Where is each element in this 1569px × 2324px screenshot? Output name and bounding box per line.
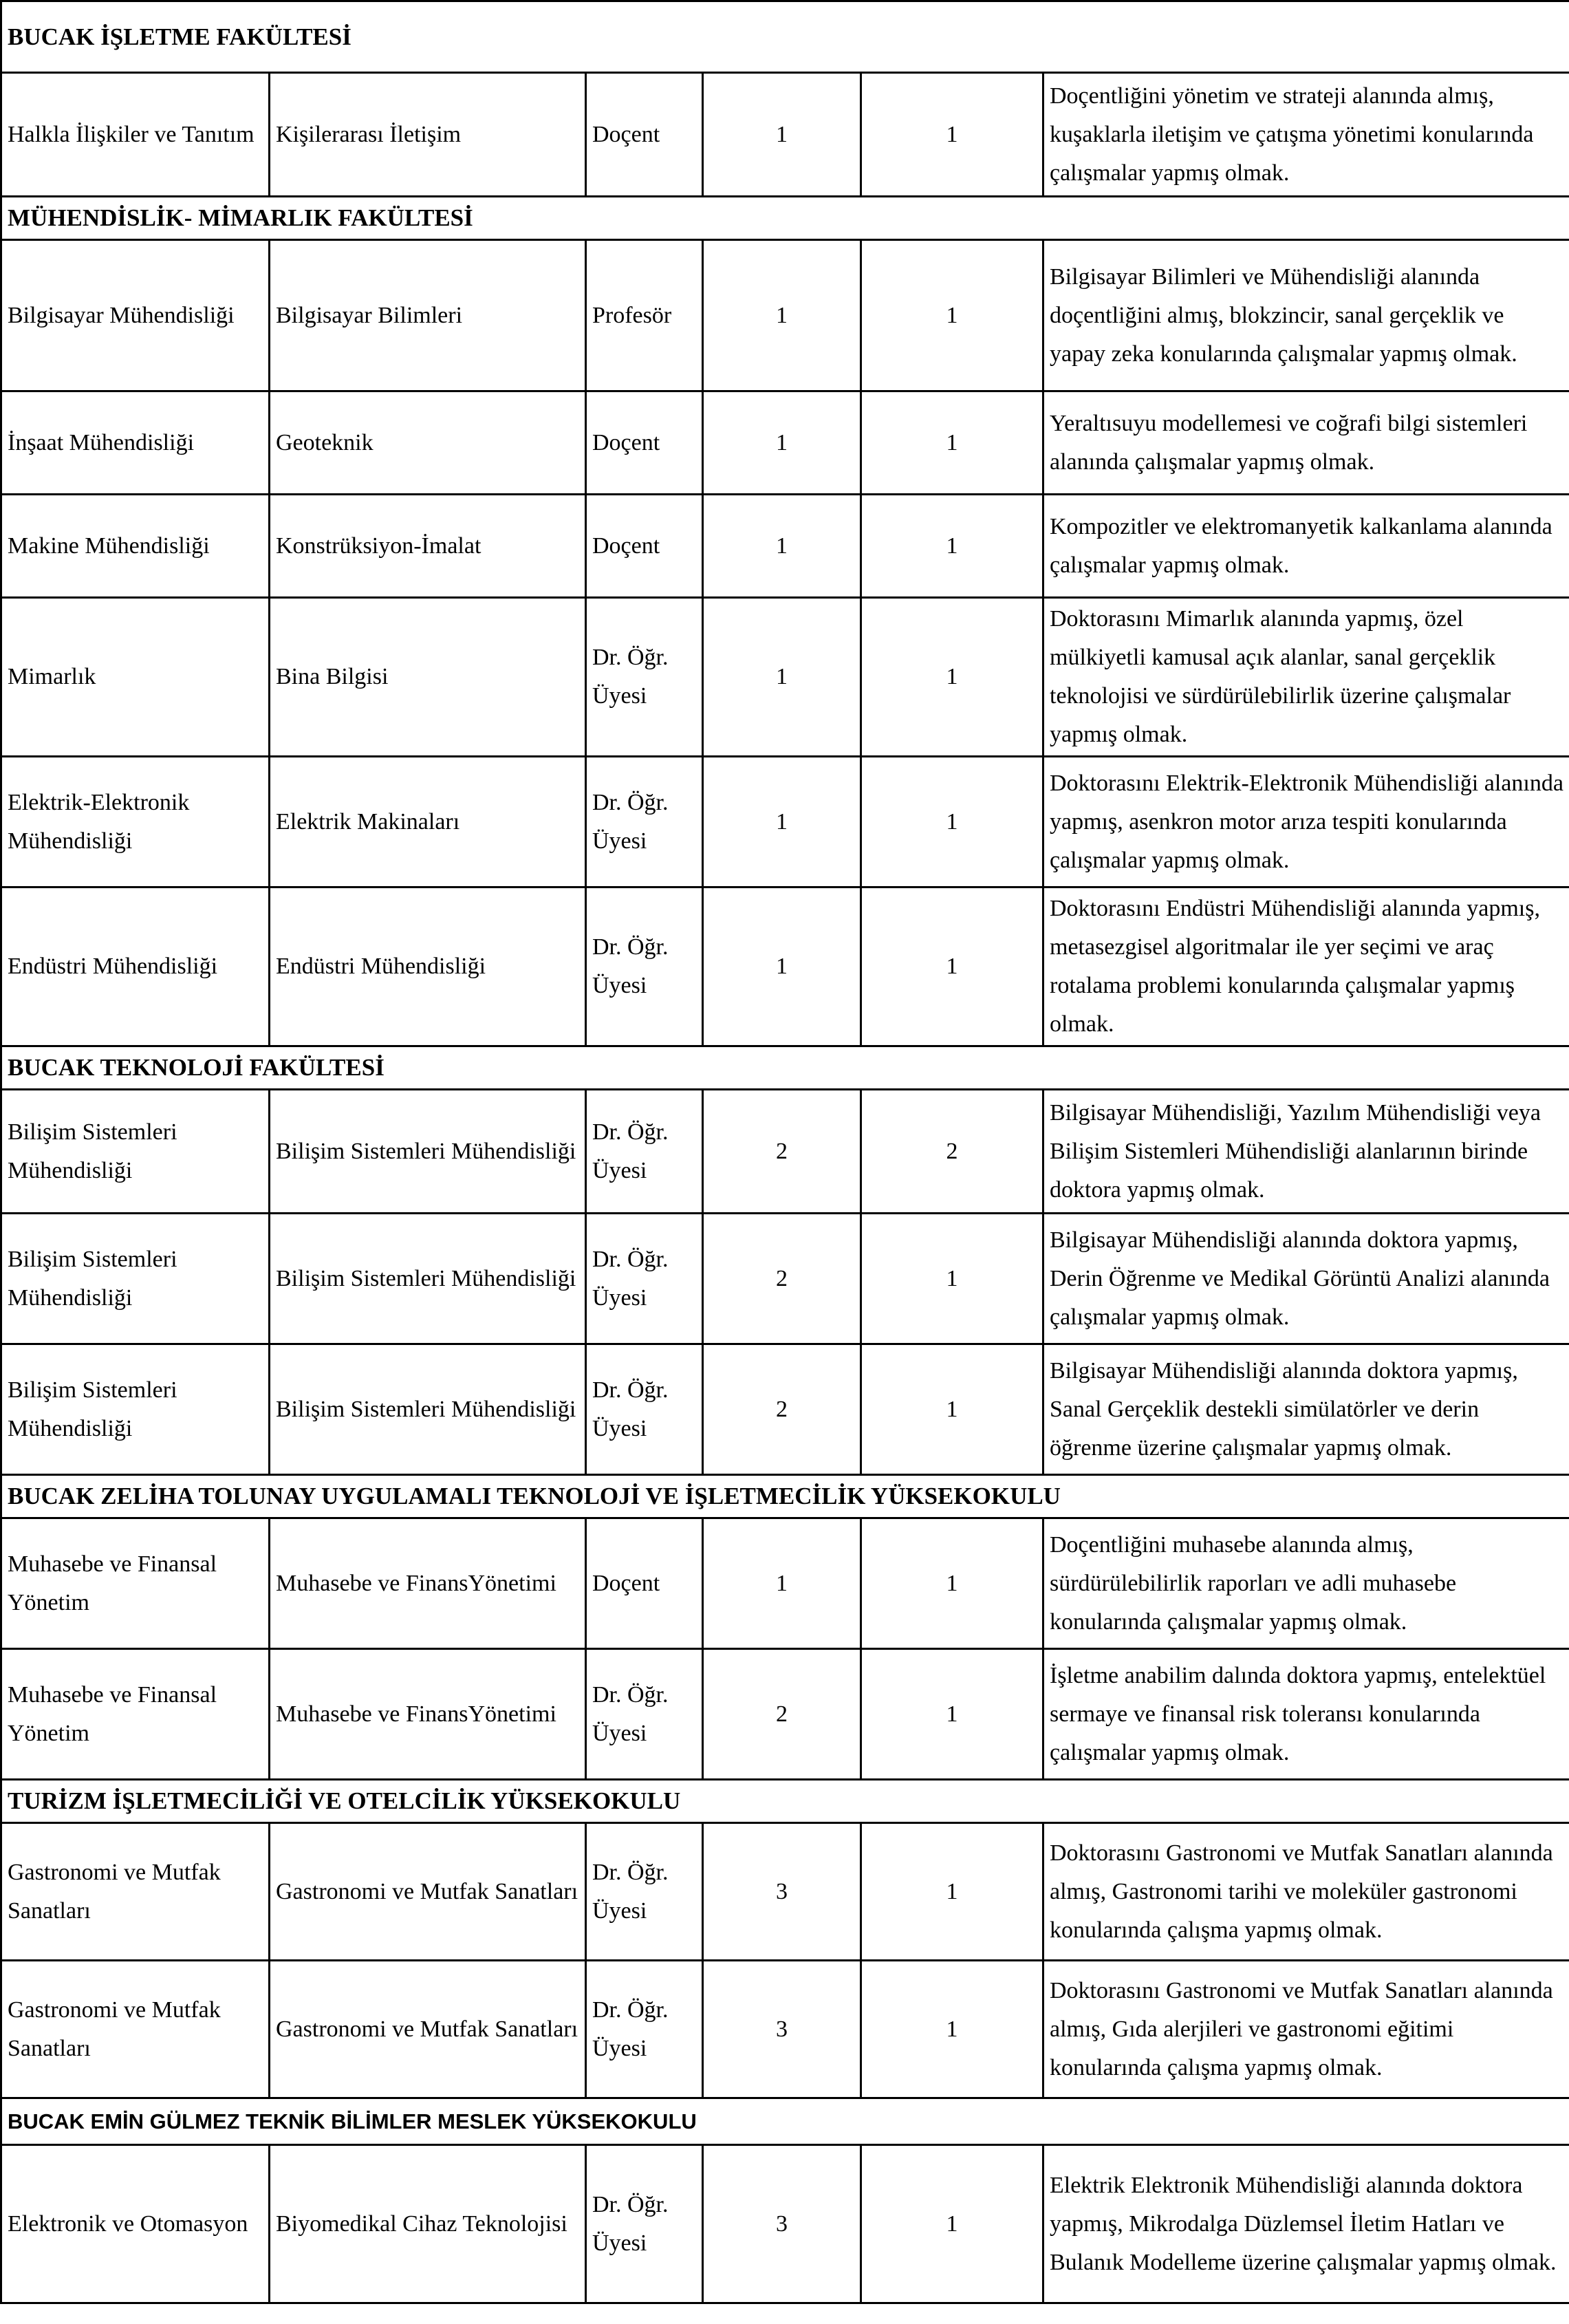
department-cell: Mimarlık <box>1 598 270 757</box>
section-title: MÜHENDİSLİK- MİMARLIK FAKÜLTESİ <box>1 197 1569 240</box>
title-cell: Dr. Öğr. Üyesi <box>586 2145 703 2303</box>
table-row <box>1 757 1569 887</box>
department-cell: Bilgisayar Mühendisliği <box>1 240 270 391</box>
field-cell: Endüstri Mühendisliği <box>270 887 586 1046</box>
field-cell: Bilişim Sistemleri Mühendisliği <box>270 1090 586 1214</box>
field-cell: Geoteknik <box>270 391 586 495</box>
count-cell: 1 <box>861 391 1043 495</box>
section-title: BUCAK ZELİHA TOLUNAY UYGULAMALI TEKNOLOJİ VE İŞLETMECİLİK YÜKSEKOKULU <box>1 1475 1569 1518</box>
degree-cell: 1 <box>703 240 861 391</box>
department-cell: Elektronik ve Otomasyon <box>1 2145 270 2303</box>
field-cell: Biyomedikal Cihaz Teknolojisi <box>270 2145 586 2303</box>
requirement-cell: Doçentliğini muhasebe alanında almış, sürdürülebilirlik raporları ve adli muhasebe konularında çalışmalar yapmış olmak. <box>1043 1518 1569 1649</box>
department-cell: İnşaat Mühendisliği <box>1 391 270 495</box>
field-cell: Elektrik Makinaları <box>270 757 586 887</box>
title-cell: Doçent <box>586 391 703 495</box>
table-row <box>1 1214 1569 1344</box>
title-cell: Dr. Öğr. Üyesi <box>586 1961 703 2098</box>
department-cell: Gastronomi ve Mutfak Sanatları <box>1 1823 270 1961</box>
section-header-row <box>1 1475 1569 1518</box>
requirement-cell: Bilgisayar Mühendisliği alanında doktora yapmış, Derin Öğrenme ve Medikal Görüntü Analizi alanında çalışmalar yapmış olmak. <box>1043 1214 1569 1344</box>
table-row <box>1 73 1569 197</box>
requirement-cell: Bilgisayar Mühendisliği, Yazılım Mühendisliği veya Bilişim Sistemleri Mühendisliği alanlarının birinde doktora yapmış olmak. <box>1043 1090 1569 1214</box>
degree-cell: 2 <box>703 1214 861 1344</box>
count-cell: 1 <box>861 887 1043 1046</box>
degree-cell: 1 <box>703 887 861 1046</box>
section-header-row <box>1 1046 1569 1090</box>
count-cell: 1 <box>861 1961 1043 2098</box>
field-cell: Gastronomi ve Mutfak Sanatları <box>270 1823 586 1961</box>
table-row <box>1 598 1569 757</box>
count-cell: 2 <box>861 1090 1043 1214</box>
count-cell: 1 <box>861 757 1043 887</box>
count-cell: 1 <box>861 73 1043 197</box>
field-cell: Kişilerarası İletişim <box>270 73 586 197</box>
field-cell: Bilişim Sistemleri Mühendisliği <box>270 1344 586 1475</box>
degree-cell: 1 <box>703 391 861 495</box>
field-cell: Gastronomi ve Mutfak Sanatları <box>270 1961 586 2098</box>
degree-cell: 3 <box>703 2145 861 2303</box>
section-header-row <box>1 1 1569 73</box>
requirement-cell: Bilgisayar Bilimleri ve Mühendisliği alanında doçentliğini almış, blokzincir, sanal gerçeklik ve yapay zeka konularında çalışmalar yapmış olmak. <box>1043 240 1569 391</box>
table-row <box>1 240 1569 391</box>
table-row <box>1 1823 1569 1961</box>
table-row <box>1 1090 1569 1214</box>
department-cell: Bilişim Sistemleri Mühendisliği <box>1 1214 270 1344</box>
count-cell: 1 <box>861 1344 1043 1475</box>
department-cell: Halkla İlişkiler ve Tanıtım <box>1 73 270 197</box>
field-cell: Muhasebe ve FinansYönetimi <box>270 1649 586 1780</box>
field-cell: Muhasebe ve FinansYönetimi <box>270 1518 586 1649</box>
requirement-cell: Doktorasını Gastronomi ve Mutfak Sanatları alanında almış, Gıda alerjileri ve gastronomi eğitimi konularında çalışma yapmış olmak. <box>1043 1961 1569 2098</box>
field-cell: Bilişim Sistemleri Mühendisliği <box>270 1214 586 1344</box>
degree-cell: 1 <box>703 757 861 887</box>
degree-cell: 2 <box>703 1649 861 1780</box>
count-cell: 1 <box>861 1823 1043 1961</box>
requirement-cell: Doktorasını Mimarlık alanında yapmış, özel mülkiyetli kamusal açık alanlar, sanal gerçeklik teknolojisi ve sürdürülebilirlik üzerine çalışmalar yapmış olmak. <box>1043 598 1569 757</box>
title-cell: Doçent <box>586 495 703 598</box>
section-header-row <box>1 197 1569 240</box>
count-cell: 1 <box>861 495 1043 598</box>
department-cell: Bilişim Sistemleri Mühendisliği <box>1 1344 270 1475</box>
department-cell: Elektrik-Elektronik Mühendisliği <box>1 757 270 887</box>
title-cell: Dr. Öğr. Üyesi <box>586 1344 703 1475</box>
title-cell: Profesör <box>586 240 703 391</box>
table-row <box>1 2145 1569 2303</box>
department-cell: Endüstri Mühendisliği <box>1 887 270 1046</box>
degree-cell: 1 <box>703 1518 861 1649</box>
table-row <box>1 887 1569 1046</box>
table-row <box>1 1344 1569 1475</box>
degree-cell: 3 <box>703 1961 861 2098</box>
table-row <box>1 495 1569 598</box>
section-title: BUCAK EMİN GÜLMEZ TEKNİK BİLİMLER MESLEK YÜKSEKOKULU <box>1 2098 1569 2145</box>
table-row <box>1 1518 1569 1649</box>
degree-cell: 1 <box>703 73 861 197</box>
title-cell: Dr. Öğr. Üyesi <box>586 1823 703 1961</box>
table-row <box>1 391 1569 495</box>
requirement-cell: İşletme anabilim dalında doktora yapmış, entelektüel sermaye ve finansal risk toleransı konularında çalışmalar yapmış olmak. <box>1043 1649 1569 1780</box>
title-cell: Doçent <box>586 73 703 197</box>
count-cell: 1 <box>861 1518 1043 1649</box>
title-cell: Dr. Öğr. Üyesi <box>586 598 703 757</box>
count-cell: 1 <box>861 598 1043 757</box>
title-cell: Doçent <box>586 1518 703 1649</box>
field-cell: Bilgisayar Bilimleri <box>270 240 586 391</box>
table-row <box>1 1649 1569 1780</box>
degree-cell: 1 <box>703 598 861 757</box>
section-title: TURİZM İŞLETMECİLİĞİ VE OTELCİLİK YÜKSEKOKULU <box>1 1780 1569 1823</box>
count-cell: 1 <box>861 1649 1043 1780</box>
degree-cell: 2 <box>703 1344 861 1475</box>
table-row <box>1 1961 1569 2098</box>
count-cell: 1 <box>861 240 1043 391</box>
title-cell: Dr. Öğr. Üyesi <box>586 1214 703 1344</box>
requirement-cell: Doktorasını Elektrik-Elektronik Mühendisliği alanında yapmış, asenkron motor arıza tespiti konularında çalışmalar yapmış olmak. <box>1043 757 1569 887</box>
title-cell: Dr. Öğr. Üyesi <box>586 887 703 1046</box>
title-cell: Dr. Öğr. Üyesi <box>586 757 703 887</box>
count-cell: 1 <box>861 2145 1043 2303</box>
degree-cell: 3 <box>703 1823 861 1961</box>
section-title: BUCAK TEKNOLOJİ FAKÜLTESİ <box>1 1046 1569 1090</box>
requirement-cell: Doçentliğini yönetim ve strateji alanında almış, kuşaklarla iletişim ve çatışma yönetimi konularında çalışmalar yapmış olmak. <box>1043 73 1569 197</box>
degree-cell: 2 <box>703 1090 861 1214</box>
field-cell: Konstrüksiyon-İmalat <box>270 495 586 598</box>
section-title: BUCAK İŞLETME FAKÜLTESİ <box>1 1 1569 73</box>
department-cell: Bilişim Sistemleri Mühendisliği <box>1 1090 270 1214</box>
requirement-cell: Yeraltısuyu modellemesi ve coğrafi bilgi sistemleri alanında çalışmalar yapmış olmak. <box>1043 391 1569 495</box>
department-cell: Muhasebe ve Finansal Yönetim <box>1 1649 270 1780</box>
requirement-cell: Doktorasını Endüstri Mühendisliği alanında yapmış, metasezgisel algoritmalar ile yer seçimi ve araç rotalama problemi konularında çalışmalar yapmış olmak. <box>1043 887 1569 1046</box>
department-cell: Muhasebe ve Finansal Yönetim <box>1 1518 270 1649</box>
requirement-cell: Elektrik Elektronik Mühendisliği alanında doktora yapmış, Mikrodalga Düzlemsel İletim Hatları ve Bulanık Modelleme üzerine çalışmalar yapmış olmak. <box>1043 2145 1569 2303</box>
department-cell: Gastronomi ve Mutfak Sanatları <box>1 1961 270 2098</box>
department-cell: Makine Mühendisliği <box>1 495 270 598</box>
section-header-row <box>1 2098 1569 2145</box>
section-header-row <box>1 1780 1569 1823</box>
title-cell: Dr. Öğr. Üyesi <box>586 1649 703 1780</box>
count-cell: 1 <box>861 1214 1043 1344</box>
requirement-cell: Kompozitler ve elektromanyetik kalkanlama alanında çalışmalar yapmış olmak. <box>1043 495 1569 598</box>
title-cell: Dr. Öğr. Üyesi <box>586 1090 703 1214</box>
degree-cell: 1 <box>703 495 861 598</box>
requirement-cell: Bilgisayar Mühendisliği alanında doktora yapmış, Sanal Gerçeklik destekli simülatörler ve derin öğrenme üzerine çalışmalar yapmış olmak. <box>1043 1344 1569 1475</box>
field-cell: Bina Bilgisi <box>270 598 586 757</box>
requirement-cell: Doktorasını Gastronomi ve Mutfak Sanatları alanında almış, Gastronomi tarihi ve moleküler gastronomi konularında çalışma yapmış olmak. <box>1043 1823 1569 1961</box>
